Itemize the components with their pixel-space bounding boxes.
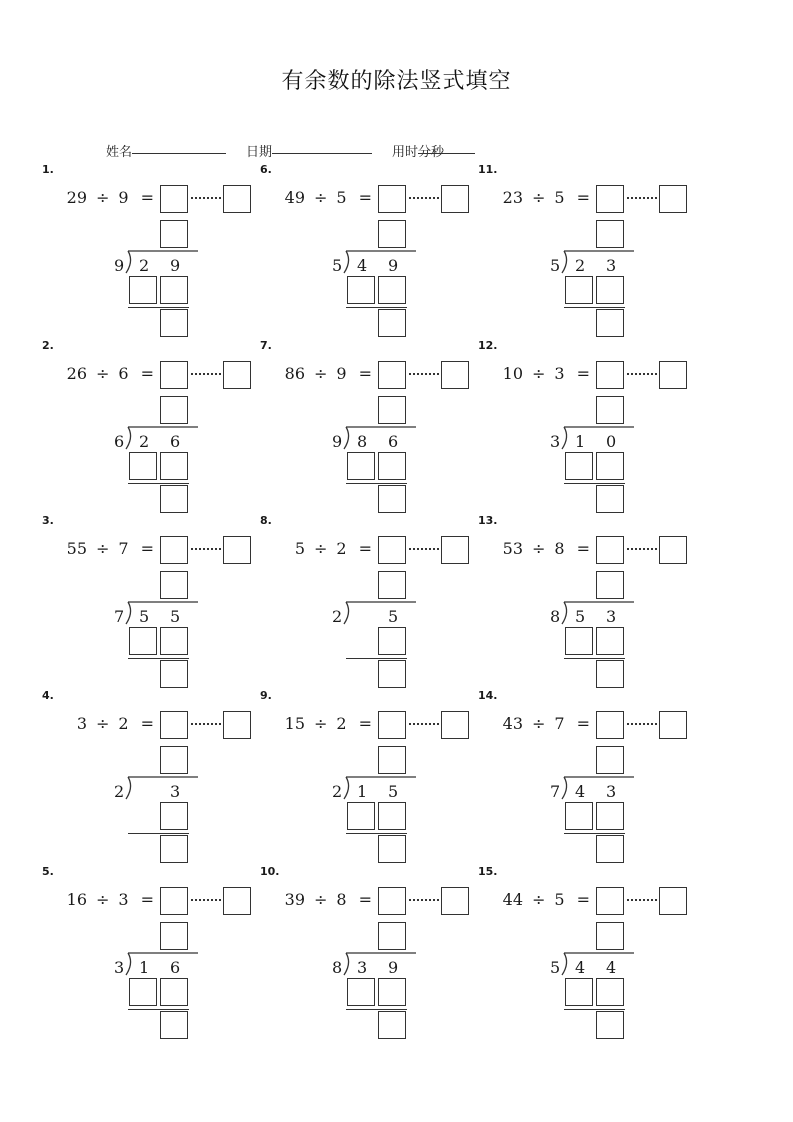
product-tens-box[interactable] — [129, 978, 157, 1006]
dividend-digit-ones: 0 — [606, 432, 617, 451]
dividend-digit-ones: 5 — [170, 607, 181, 626]
product-tens-box[interactable] — [129, 276, 157, 304]
product-tens-box[interactable] — [129, 627, 157, 655]
quotient-answer-box[interactable] — [596, 185, 624, 213]
quotient-answer-box[interactable] — [596, 361, 624, 389]
divisor: 8 — [336, 890, 347, 909]
division-bracket — [122, 951, 202, 977]
divisor: 3 — [118, 890, 129, 909]
remainder-answer-box[interactable] — [223, 711, 251, 739]
remainder-answer-box[interactable] — [659, 361, 687, 389]
problem-3 — [42, 514, 272, 684]
equation — [478, 185, 590, 211]
problem-8 — [260, 514, 490, 684]
dividend: 5 — [294, 539, 305, 558]
product-ones-box[interactable] — [596, 978, 624, 1006]
problem-number: 1. — [42, 163, 54, 176]
dividend-digit-ones: 5 — [388, 607, 399, 626]
remainder-result-box[interactable] — [378, 660, 406, 688]
problem-number: 9. — [260, 689, 272, 702]
long-division-divisor: 8 — [550, 607, 561, 626]
dividend-digit-ones: 6 — [170, 958, 181, 977]
product-ones-box[interactable] — [378, 978, 406, 1006]
quotient-answer-box[interactable] — [378, 536, 406, 564]
long-division-quotient-box[interactable] — [378, 220, 406, 248]
problem-number: 7. — [260, 339, 272, 352]
problem-number: 3. — [42, 514, 54, 527]
subtraction-line — [346, 833, 407, 834]
problem-11 — [478, 163, 708, 333]
product-tens-box[interactable] — [565, 276, 593, 304]
long-division-divisor: 2 — [332, 607, 343, 626]
name-label: 姓名 — [106, 145, 133, 160]
long-division-quotient-box[interactable] — [596, 746, 624, 774]
quotient-answer-box[interactable] — [378, 711, 406, 739]
long-division-quotient-box[interactable] — [596, 220, 624, 248]
division-sign: ÷ — [314, 539, 328, 558]
equals-sign: = — [140, 539, 154, 558]
dividend-digit-ones: 3 — [606, 256, 617, 275]
long-division-divisor: 8 — [332, 958, 343, 977]
quotient-answer-box[interactable] — [596, 887, 624, 915]
problem-number: 15. — [478, 865, 498, 878]
dividend-digit-tens: 1 — [575, 432, 586, 451]
equals-sign: = — [576, 188, 590, 207]
division-sign: ÷ — [532, 188, 546, 207]
remainder-answer-box[interactable] — [659, 185, 687, 213]
division-sign: ÷ — [96, 714, 110, 733]
remainder-result-box[interactable] — [160, 309, 188, 337]
dividend: 49 — [284, 188, 305, 207]
product-ones-box[interactable] — [378, 802, 406, 830]
subtraction-line — [564, 833, 625, 834]
remainder-answer-box[interactable] — [441, 185, 469, 213]
date-field[interactable] — [246, 141, 272, 160]
division-bracket — [122, 425, 202, 451]
division-bracket — [122, 249, 202, 275]
product-ones-box[interactable] — [160, 452, 188, 480]
problem-number: 8. — [260, 514, 272, 527]
dividend: 55 — [66, 539, 87, 558]
time-field[interactable] — [392, 141, 444, 160]
long-division-quotient-box[interactable] — [378, 746, 406, 774]
problem-number: 13. — [478, 514, 498, 527]
dividend-digit-tens: 1 — [357, 782, 368, 801]
product-ones-box[interactable] — [596, 802, 624, 830]
dividend: 10 — [502, 364, 523, 383]
problem-number: 4. — [42, 689, 54, 702]
remainder-answer-box[interactable] — [441, 887, 469, 915]
product-tens-box[interactable] — [347, 978, 375, 1006]
equals-sign: = — [358, 539, 372, 558]
divisor: 6 — [118, 364, 129, 383]
long-division-divisor: 3 — [114, 958, 125, 977]
product-tens-box[interactable] — [565, 802, 593, 830]
remainder-dots — [627, 373, 657, 378]
equation — [478, 536, 590, 562]
minutes-label: 分 — [418, 145, 432, 160]
long-division-divisor: 9 — [114, 256, 125, 275]
seconds-blank[interactable] — [431, 141, 475, 154]
divisor: 8 — [554, 539, 565, 558]
divisor: 9 — [336, 364, 347, 383]
dividend-digit-tens: 2 — [575, 256, 586, 275]
quotient-answer-box[interactable] — [378, 887, 406, 915]
equals-sign: = — [576, 890, 590, 909]
division-sign: ÷ — [314, 188, 328, 207]
remainder-dots — [627, 548, 657, 553]
product-ones-box[interactable] — [160, 802, 188, 830]
problem-9 — [260, 689, 490, 859]
long-division-quotient-box[interactable] — [160, 220, 188, 248]
dividend-digit-tens: 4 — [575, 958, 586, 977]
quotient-answer-box[interactable] — [378, 185, 406, 213]
remainder-answer-box[interactable] — [223, 185, 251, 213]
remainder-result-box[interactable] — [378, 835, 406, 863]
division-sign: ÷ — [532, 364, 546, 383]
dividend-digit-tens: 4 — [357, 256, 368, 275]
equation — [478, 711, 590, 737]
product-tens-box[interactable] — [347, 802, 375, 830]
remainder-answer-box[interactable] — [659, 536, 687, 564]
problem-15 — [478, 865, 708, 1035]
remainder-result-box[interactable] — [596, 835, 624, 863]
name-field[interactable] — [106, 141, 132, 160]
problem-number: 6. — [260, 163, 272, 176]
dividend-digit-ones: 9 — [388, 256, 399, 275]
equals-sign: = — [140, 188, 154, 207]
division-sign: ÷ — [314, 714, 328, 733]
product-tens-box[interactable] — [347, 276, 375, 304]
time-label: 用时 — [392, 145, 419, 160]
remainder-dots — [409, 548, 439, 553]
division-bracket — [122, 600, 202, 626]
quotient-answer-box[interactable] — [160, 711, 188, 739]
product-ones-box[interactable] — [596, 627, 624, 655]
date-label: 日期 — [246, 145, 273, 160]
long-division-quotient-box[interactable] — [160, 571, 188, 599]
long-division-divisor: 5 — [550, 958, 561, 977]
equation — [260, 361, 372, 387]
division-sign: ÷ — [532, 539, 546, 558]
long-division-divisor: 6 — [114, 432, 125, 451]
subtraction-line — [128, 1009, 189, 1010]
problem-number: 2. — [42, 339, 54, 352]
dividend-digit-ones: 3 — [170, 782, 181, 801]
remainder-dots — [627, 723, 657, 728]
problem-5 — [42, 865, 272, 1035]
equation — [42, 536, 154, 562]
long-division-quotient-box[interactable] — [378, 396, 406, 424]
divisor: 7 — [118, 539, 129, 558]
remainder-answer-box[interactable] — [223, 887, 251, 915]
remainder-answer-box[interactable] — [659, 887, 687, 915]
division-bracket — [122, 775, 202, 801]
quotient-answer-box[interactable] — [596, 536, 624, 564]
divisor: 5 — [336, 188, 347, 207]
divisor: 2 — [336, 714, 347, 733]
long-division-divisor: 3 — [550, 432, 561, 451]
equals-sign: = — [358, 364, 372, 383]
dividend-digit-tens: 1 — [139, 958, 150, 977]
subtraction-line — [128, 658, 189, 659]
division-sign: ÷ — [314, 890, 328, 909]
long-division-divisor: 7 — [550, 782, 561, 801]
product-ones-box[interactable] — [596, 452, 624, 480]
long-division-quotient-box[interactable] — [378, 571, 406, 599]
divisor: 5 — [554, 890, 565, 909]
long-division-quotient-box[interactable] — [160, 746, 188, 774]
subtraction-line — [128, 833, 189, 834]
subtraction-line — [128, 483, 189, 484]
equals-sign: = — [140, 364, 154, 383]
dividend: 44 — [502, 890, 523, 909]
product-ones-box[interactable] — [378, 276, 406, 304]
division-bracket — [340, 249, 420, 275]
remainder-result-box[interactable] — [596, 660, 624, 688]
remainder-answer-box[interactable] — [441, 711, 469, 739]
product-tens-box[interactable] — [565, 978, 593, 1006]
product-tens-box[interactable] — [129, 452, 157, 480]
equation — [42, 887, 154, 913]
remainder-dots — [409, 899, 439, 904]
long-division-divisor: 9 — [332, 432, 343, 451]
long-division-divisor: 2 — [114, 782, 125, 801]
equation — [260, 185, 372, 211]
dividend-digit-tens: 5 — [139, 607, 150, 626]
division-sign: ÷ — [96, 539, 110, 558]
dividend: 53 — [502, 539, 523, 558]
dividend: 3 — [76, 714, 87, 733]
problem-number: 14. — [478, 689, 498, 702]
problem-10 — [260, 865, 490, 1035]
remainder-answer-box[interactable] — [223, 536, 251, 564]
subtraction-line — [564, 1009, 625, 1010]
remainder-answer-box[interactable] — [441, 361, 469, 389]
division-sign: ÷ — [96, 890, 110, 909]
remainder-result-box[interactable] — [596, 309, 624, 337]
dividend-digit-ones: 4 — [606, 958, 617, 977]
division-sign: ÷ — [314, 364, 328, 383]
subtraction-line — [346, 1009, 407, 1010]
remainder-result-box[interactable] — [160, 835, 188, 863]
long-division-quotient-box[interactable] — [160, 396, 188, 424]
equals-sign: = — [576, 364, 590, 383]
remainder-result-box[interactable] — [160, 485, 188, 513]
equation — [260, 887, 372, 913]
long-division-quotient-box[interactable] — [378, 922, 406, 950]
equation — [478, 887, 590, 913]
divisor: 5 — [554, 188, 565, 207]
product-ones-box[interactable] — [378, 627, 406, 655]
equation — [42, 185, 154, 211]
problem-1 — [42, 163, 272, 333]
quotient-answer-box[interactable] — [160, 887, 188, 915]
dividend-digit-tens: 8 — [357, 432, 368, 451]
remainder-result-box[interactable] — [596, 1011, 624, 1039]
remainder-dots — [409, 373, 439, 378]
quotient-answer-box[interactable] — [160, 536, 188, 564]
dividend: 29 — [66, 188, 87, 207]
product-tens-box[interactable] — [347, 452, 375, 480]
problem-6 — [260, 163, 490, 333]
equals-sign: = — [576, 714, 590, 733]
dividend: 15 — [284, 714, 305, 733]
remainder-answer-box[interactable] — [659, 711, 687, 739]
division-bracket — [558, 425, 638, 451]
long-division-divisor: 5 — [550, 256, 561, 275]
equals-sign: = — [140, 714, 154, 733]
division-sign: ÷ — [532, 714, 546, 733]
division-bracket — [558, 775, 638, 801]
divisor: 2 — [336, 539, 347, 558]
problem-number: 12. — [478, 339, 498, 352]
dividend-digit-ones: 9 — [388, 958, 399, 977]
division-sign: ÷ — [96, 364, 110, 383]
remainder-dots — [409, 197, 439, 202]
problem-number: 10. — [260, 865, 280, 878]
remainder-result-box[interactable] — [160, 1011, 188, 1039]
problem-number: 5. — [42, 865, 54, 878]
long-division-quotient-box[interactable] — [160, 922, 188, 950]
long-division-quotient-box[interactable] — [596, 396, 624, 424]
division-bracket — [558, 249, 638, 275]
dividend-digit-tens: 2 — [139, 432, 150, 451]
remainder-dots — [191, 548, 221, 553]
dividend: 86 — [284, 364, 305, 383]
remainder-dots — [191, 373, 221, 378]
subtraction-line — [346, 307, 407, 308]
divisor: 7 — [554, 714, 565, 733]
division-bracket — [340, 951, 420, 977]
division-bracket — [340, 775, 420, 801]
remainder-result-box[interactable] — [378, 1011, 406, 1039]
equals-sign: = — [576, 539, 590, 558]
name-blank[interactable] — [132, 141, 226, 154]
problem-12 — [478, 339, 708, 509]
remainder-dots — [409, 723, 439, 728]
quotient-answer-box[interactable] — [596, 711, 624, 739]
product-ones-box[interactable] — [596, 276, 624, 304]
problem-2 — [42, 339, 272, 509]
worksheet-header — [0, 141, 793, 161]
equation — [260, 536, 372, 562]
dividend-digit-ones: 9 — [170, 256, 181, 275]
remainder-result-box[interactable] — [160, 660, 188, 688]
subtraction-line — [346, 658, 407, 659]
product-tens-box[interactable] — [565, 452, 593, 480]
remainder-result-box[interactable] — [378, 309, 406, 337]
long-division-divisor: 5 — [332, 256, 343, 275]
remainder-dots — [627, 899, 657, 904]
division-bracket — [340, 600, 420, 626]
product-tens-box[interactable] — [565, 627, 593, 655]
dividend: 43 — [502, 714, 523, 733]
quotient-answer-box[interactable] — [160, 185, 188, 213]
dividend-digit-ones: 6 — [170, 432, 181, 451]
long-division-quotient-box[interactable] — [596, 571, 624, 599]
dividend-digit-ones: 3 — [606, 782, 617, 801]
seconds-label: 秒 — [431, 145, 445, 160]
division-bracket — [340, 425, 420, 451]
long-division-quotient-box[interactable] — [596, 922, 624, 950]
product-ones-box[interactable] — [160, 627, 188, 655]
product-ones-box[interactable] — [378, 452, 406, 480]
equation — [42, 711, 154, 737]
subtraction-line — [346, 483, 407, 484]
dividend-digit-ones: 5 — [388, 782, 399, 801]
divisor: 9 — [118, 188, 129, 207]
subtraction-line — [564, 658, 625, 659]
equation — [260, 711, 372, 737]
dividend: 16 — [66, 890, 87, 909]
remainder-dots — [627, 197, 657, 202]
dividend-digit-tens: 3 — [357, 958, 368, 977]
equals-sign: = — [358, 714, 372, 733]
long-division-divisor: 2 — [332, 782, 343, 801]
subtraction-line — [128, 307, 189, 308]
division-bracket — [558, 951, 638, 977]
remainder-dots — [191, 197, 221, 202]
remainder-result-box[interactable] — [378, 485, 406, 513]
quotient-answer-box[interactable] — [378, 361, 406, 389]
remainder-answer-box[interactable] — [223, 361, 251, 389]
page-title: 有余数的除法竖式填空 — [281, 69, 512, 94]
division-bracket — [558, 600, 638, 626]
subtraction-line — [564, 483, 625, 484]
equals-sign: = — [358, 188, 372, 207]
division-sign: ÷ — [532, 890, 546, 909]
problem-14 — [478, 689, 708, 859]
dividend: 23 — [502, 188, 523, 207]
dividend-digit-tens: 5 — [575, 607, 586, 626]
problem-4 — [42, 689, 272, 859]
dividend-digit-ones: 3 — [606, 607, 617, 626]
division-sign: ÷ — [96, 188, 110, 207]
problem-13 — [478, 514, 708, 684]
remainder-dots — [191, 899, 221, 904]
divisor: 2 — [118, 714, 129, 733]
product-ones-box[interactable] — [160, 978, 188, 1006]
equation — [478, 361, 590, 387]
product-ones-box[interactable] — [160, 276, 188, 304]
subtraction-line — [564, 307, 625, 308]
long-division-divisor: 7 — [114, 607, 125, 626]
remainder-result-box[interactable] — [596, 485, 624, 513]
dividend: 39 — [284, 890, 305, 909]
divisor: 3 — [554, 364, 565, 383]
quotient-answer-box[interactable] — [160, 361, 188, 389]
date-blank[interactable] — [272, 141, 372, 154]
problem-number: 11. — [478, 163, 498, 176]
problem-7 — [260, 339, 490, 509]
remainder-answer-box[interactable] — [441, 536, 469, 564]
equation — [42, 361, 154, 387]
dividend: 26 — [66, 364, 87, 383]
remainder-dots — [191, 723, 221, 728]
dividend-digit-tens: 4 — [575, 782, 586, 801]
equals-sign: = — [140, 890, 154, 909]
dividend-digit-ones: 6 — [388, 432, 399, 451]
equals-sign: = — [358, 890, 372, 909]
dividend-digit-tens: 2 — [139, 256, 150, 275]
